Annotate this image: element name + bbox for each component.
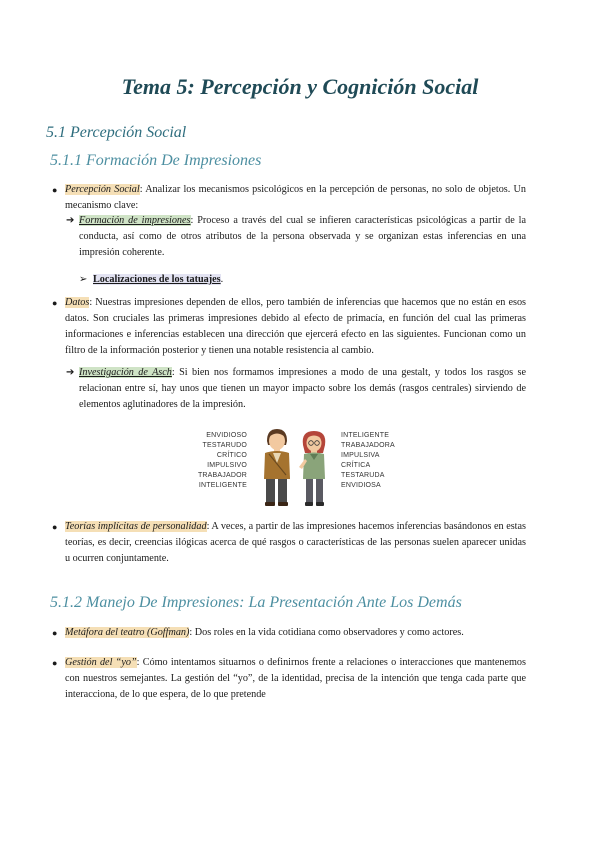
bullet-investigacion-asch: [79, 365, 526, 413]
trait-word: TESTARUDO: [202, 442, 247, 449]
term-formacion-impresiones: Formación de impresiones: [79, 215, 191, 226]
term-metafora-teatro: Metáfora del teatro (Goffman): [65, 627, 190, 638]
bullet-dot: ●: [52, 298, 58, 308]
bullet-text: .: [220, 274, 224, 285]
trait-word: IMPULSIVO: [207, 462, 247, 469]
page-title: Tema 5: Percepción y Cognición Social: [121, 74, 479, 99]
two-people-figure: [259, 427, 339, 507]
bullet-text: : Dos roles en la vida cotidiana como observadores y como actores.: [189, 627, 464, 638]
left-trait-list: [195, 431, 247, 491]
bullet-dot: ●: [52, 658, 58, 668]
bullet-formacion-impresiones: [79, 213, 526, 261]
trait-word: TESTARUDA: [341, 472, 385, 479]
trait-word: IMPULSIVA: [341, 452, 380, 459]
man-figure: [264, 429, 290, 506]
term-localizaciones-tatuajes: Localizaciones de los tatuajes: [93, 274, 221, 285]
arrow-icon: ➔: [66, 367, 75, 378]
trait-word: TRABAJADORA: [341, 442, 395, 449]
bullet-localizaciones: [93, 272, 393, 288]
trait-word: INTELIGENTE: [198, 482, 247, 489]
trait-word: CRÍTICO: [216, 452, 247, 459]
bullet-dot: ●: [52, 628, 58, 638]
right-trait-list: [341, 431, 401, 491]
bullet-text: : Analizar los mecanismos psicológicos en la percepción de personas, no solo de objetos. Un mecanismo clave:: [65, 184, 526, 211]
bullet-text: : Si bien nos formamos impresiones a modo de una gestalt, y todos los rasgos se relacionan entre sí, hay unos que tienen un mayor impacto sobre los demás (rasgos centrales) sirviendo de elementos aglutinadores de la impresión.: [79, 367, 526, 410]
bullet-text: : A veces, a partir de las impresiones hacemos inferencias basándonos en estas teorías, es decir, creencias ilógicas acerca de qué rasgos o características de las personas suelen aparecer unidas u ocurren conjuntamente.: [65, 521, 526, 564]
bullet-text: : Cómo intentamos situarnos o definirnos frente a relaciones o interacciones que mantenemos con nuestros semejantes. La gestión del “yo”, de la identidad, precisa de la intención que tenga cada parte que interacciona, de lo que espera, de lo que pretende: [65, 657, 526, 700]
term-datos: Datos: [65, 297, 90, 308]
term-gestion-yo: Gestión del “yo”: [65, 657, 137, 668]
term-percepcion-social: Percepción Social: [65, 184, 140, 195]
trait-word: INTELIGENTE: [341, 432, 390, 439]
trait-word: TRABAJADOR: [197, 472, 247, 479]
bullet-gestion-yo: [65, 655, 526, 703]
trait-word: CRÍTICA: [341, 462, 371, 469]
bullet-dot: ●: [52, 522, 58, 532]
woman-figure: [299, 431, 325, 506]
term-teorias-implicitas: Teorías implícitas de personalidad: [65, 521, 207, 532]
bullet-text: : Proceso a través del cual se infieren características psicológicas a partir de la conducta, así como de otros atributos de la persona observada y se organizan estas inferencias en una impresión coherente.: [79, 215, 526, 258]
bullet-datos: [65, 295, 526, 359]
trait-word: ENVIDIOSO: [206, 432, 247, 439]
bullet-teorias-implicitas: [65, 519, 526, 567]
bullet-text: : Nuestras impresiones dependen de ellos, pero también de inferencias que hacemos que no están en esos datos. Son cruciales las primeras impresiones debido al efecto de primacía, en función del cual las primeras informaciones e inferencias establecen una dirección que ejercerá efecto en las siguientes. Funcionan como un filtro de la información posterior y tienen una notable resistencia al cambio.: [65, 297, 526, 356]
trait-word: ENVIDIOSA: [341, 482, 381, 489]
arrow-icon: ➔: [66, 215, 75, 226]
arrowhead-icon: ➢: [79, 274, 88, 285]
bullet-percepcion-social: [65, 182, 526, 214]
bullet-dot: ●: [52, 185, 58, 195]
subsection-heading-2: 5.1.2 Manejo De Impresiones: La Presentación Ante Los Demás: [50, 594, 462, 611]
section-heading: 5.1 Percepción Social: [46, 124, 187, 141]
traits-illustration: [195, 427, 410, 507]
subsection-heading-1: 5.1.1 Formación De Impresiones: [50, 152, 262, 169]
term-investigacion-asch: Investigación de Asch: [79, 367, 172, 378]
bullet-metafora-teatro: [65, 625, 526, 641]
